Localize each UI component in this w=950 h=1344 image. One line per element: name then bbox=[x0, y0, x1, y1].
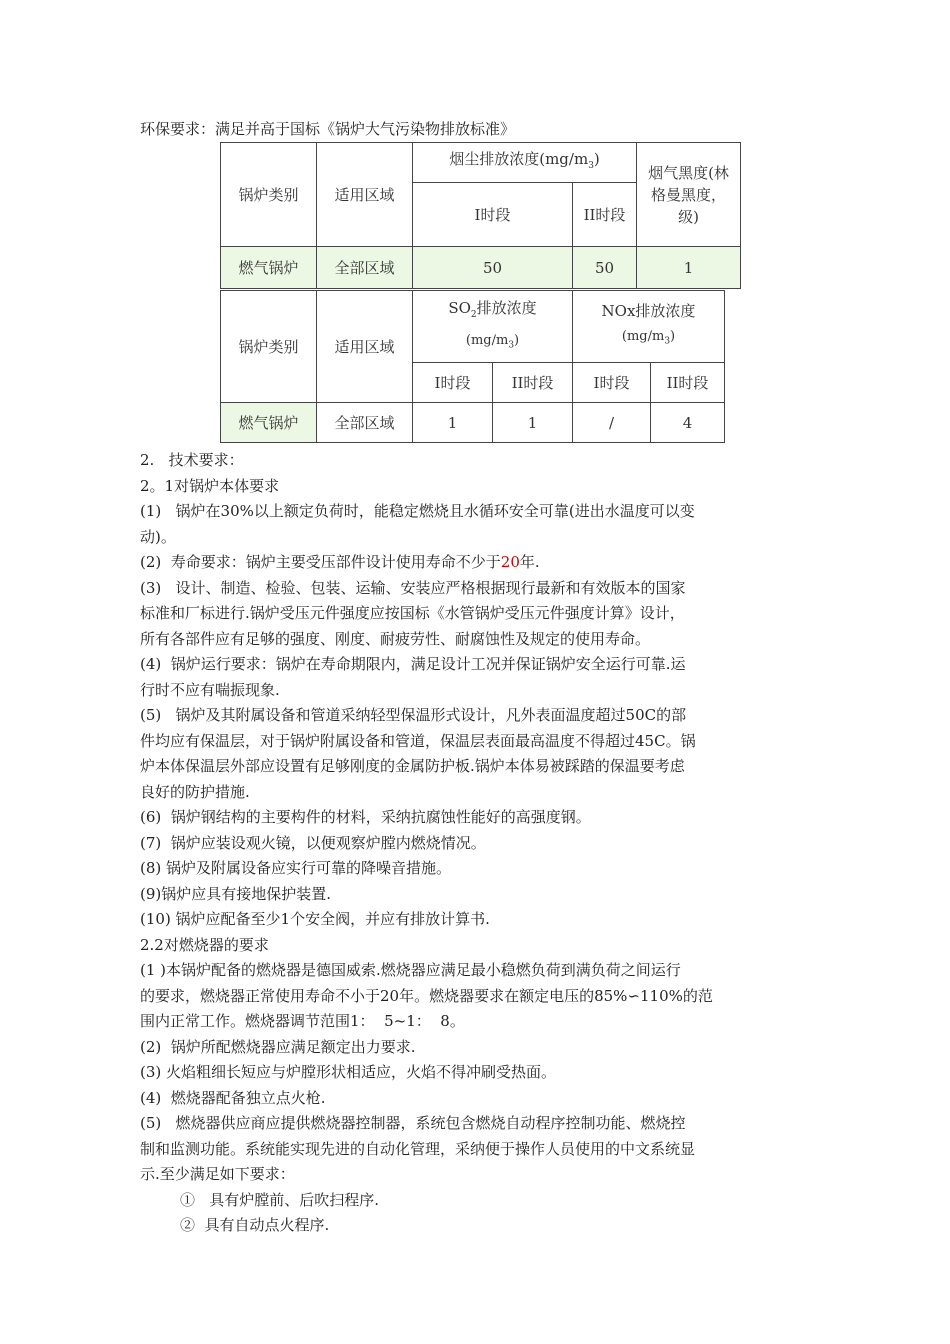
cell-value: 1 bbox=[493, 403, 573, 443]
paragraph-line: 所有各部件应有足够的强度、刚度、耐疲劳性、耐腐蚀性及规定的使用寿命。 bbox=[140, 629, 651, 648]
header-boiler-type: 锅炉类别 bbox=[221, 143, 317, 247]
header-period-1: I时段 bbox=[573, 363, 651, 403]
so2-nox-emission-table bbox=[220, 290, 725, 443]
subsection-title: 2。1对锅炉本体要求 bbox=[140, 476, 280, 495]
paragraph-line: (3) 火焰粗细长短应与炉膛形状相适应，火焰不得冲刷受热面。 bbox=[140, 1063, 557, 1081]
paragraph-line: 的要求，燃烧器正常使用寿命不小于20年。燃烧器要求在额定电压的85%∽110%的范 bbox=[140, 986, 713, 1005]
paragraph-line: (7) 锅炉应装设观火镜，以便观察炉膛内燃烧情况。 bbox=[140, 833, 486, 852]
paragraph-line: 制和监测功能。系统能实现先进的自动化管理，采纳便于操作人员使用的中文系统显 bbox=[140, 1139, 696, 1158]
paragraph-line: 动)。 bbox=[140, 527, 176, 546]
paragraph-line: (6) 锅炉钢结构的主要构件的材料，采纳抗腐蚀性能好的高强度钢。 bbox=[140, 808, 591, 826]
header-period-2: II时段 bbox=[493, 363, 573, 403]
paragraph-line: (2) 锅炉所配燃烧器应满足额定出力要求. bbox=[140, 1037, 416, 1056]
cell-region: 全部区域 bbox=[317, 247, 413, 289]
paragraph-line: (5) 燃烧器供应商应提供燃烧器控制器，系统包含燃烧自动程序控制功能、燃烧控 bbox=[140, 1114, 686, 1132]
cell-value: 1 bbox=[637, 247, 741, 289]
header-dust-concentration: 烟尘排放浓度$(mg/m_3)$ bbox=[413, 143, 637, 183]
header-period-2: II时段 bbox=[573, 183, 637, 247]
paragraph-line: 标准和厂标进行.锅炉受压元件强度应按国标《水管锅炉受压元件强度计算》设计， bbox=[140, 604, 685, 622]
header-nox-concentration: NOx排放浓度 $(mg/m_3)$ bbox=[573, 291, 725, 363]
table-row bbox=[221, 403, 725, 443]
header-so2-concentration: $SO_2$排放浓度 $(mg/m_3)$ bbox=[413, 291, 573, 363]
header-period-1: I时段 bbox=[413, 183, 573, 247]
cell-value: / bbox=[573, 403, 651, 443]
paragraph-line: (8) 锅炉及附属设备应实行可靠的降噪音措施。 bbox=[140, 859, 452, 877]
paragraph-line: 围内正常工作。燃烧器调节范围1： 5~1： 8。 bbox=[140, 1012, 465, 1030]
paragraph-line: (2) 寿命要求：锅炉主要受压部件设计使用寿命不少于20年. bbox=[140, 553, 540, 571]
cell-boiler: 燃气锅炉 bbox=[221, 403, 317, 443]
list-item: ② 具有自动点火程序. bbox=[180, 1216, 330, 1234]
cell-boiler: 燃气锅炉 bbox=[221, 247, 317, 289]
cell-value: 50 bbox=[413, 247, 573, 289]
header-region: 适用区域 bbox=[317, 291, 413, 403]
requirements-body bbox=[140, 448, 820, 1239]
section-title: 2. 技术要求： bbox=[140, 451, 244, 469]
cell-value: 50 bbox=[573, 247, 637, 289]
lifetime-years: 20 bbox=[500, 553, 520, 571]
paragraph-line: (1) 锅炉在30%以上额定负荷时，能稳定燃烧且水循环安全可靠(进出水温度可以变 bbox=[140, 502, 695, 520]
paragraph-line: (1 )本锅炉配备的燃烧器是德国威索.燃烧器应满足最小稳燃负荷到满负荷之间运行 bbox=[140, 961, 681, 979]
list-item: ① 具有炉膛前、后吹扫程序. bbox=[180, 1190, 380, 1209]
header-period-2: II时段 bbox=[651, 363, 725, 403]
paragraph-line: (9)锅炉应具有接地保护装置. bbox=[140, 884, 332, 903]
paragraph-line: (4) 燃烧器配备独立点火枪. bbox=[140, 1088, 326, 1107]
header-boiler-type: 锅炉类别 bbox=[221, 291, 317, 403]
paragraph-line: 炉本体保温层外部应设置有足够刚度的金属防护板.锅炉本体易被踩踏的保温要考虑 bbox=[140, 757, 685, 775]
env-requirements-heading: 环保要求：满足并高于国标《锅炉大气污染物排放标准》 bbox=[140, 120, 516, 138]
header-smoke-blackness: 烟气黑度(林格曼黑度，级) bbox=[637, 143, 741, 247]
paragraph-line: 示.至少满足如下要求： bbox=[140, 1165, 295, 1183]
subsection-title: 2.2对燃烧器的要求 bbox=[140, 935, 269, 954]
table-row bbox=[221, 247, 741, 289]
paragraph-line: 行时不应有喘振现象. bbox=[140, 680, 280, 699]
paragraph-line: (3) 设计、制造、检验、包装、运输、安装应严格根据现行最新和有效版本的国家 bbox=[140, 578, 686, 597]
paragraph-line: 件均应有保温层，对于锅炉附属设备和管道，保温层表面最高温度不得超过45C。锅 bbox=[140, 731, 696, 750]
smoke-emission-table bbox=[220, 142, 741, 289]
paragraph-line: (10) 锅炉应配备至少1个安全阀，并应有排放计算书. bbox=[140, 910, 490, 928]
cell-region: 全部区域 bbox=[317, 403, 413, 443]
header-period-1: I时段 bbox=[413, 363, 493, 403]
header-region: 适用区域 bbox=[317, 143, 413, 247]
cell-value: 4 bbox=[651, 403, 725, 443]
paragraph-line: (5) 锅炉及其附属设备和管道采纳轻型保温形式设计，凡外表面温度超过50C的部 bbox=[140, 706, 687, 724]
cell-value: 1 bbox=[413, 403, 493, 443]
paragraph-line: 良好的防护措施. bbox=[140, 782, 250, 801]
paragraph-line: (4) 锅炉运行要求：锅炉在寿命期限内，满足设计工况并保证锅炉安全运行可靠.运 bbox=[140, 655, 686, 673]
